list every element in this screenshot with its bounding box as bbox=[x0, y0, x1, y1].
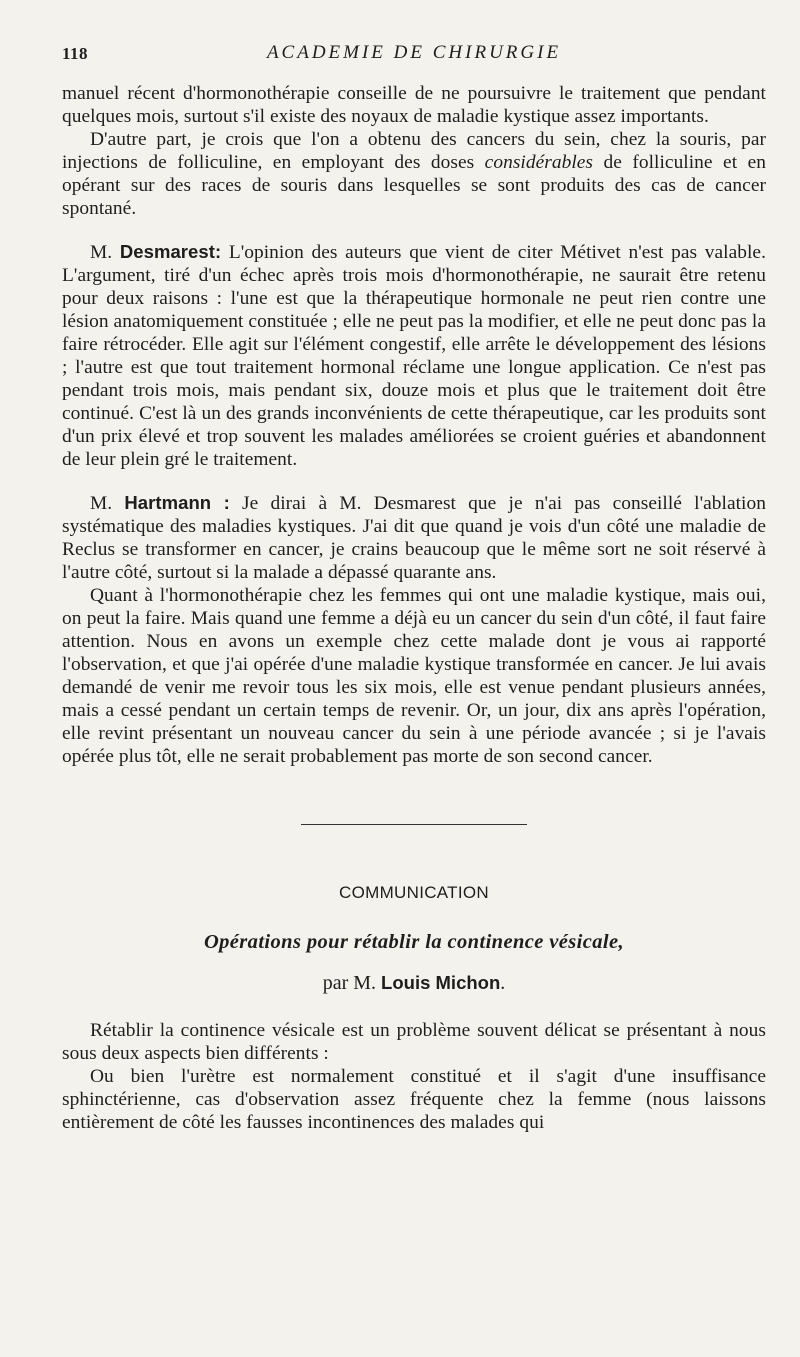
page-number: 118 bbox=[62, 44, 89, 63]
paragraph-gap bbox=[62, 220, 766, 240]
article-author bbox=[62, 972, 766, 995]
paragraph-hormonotherapie: Quant à l'hormonothérapie chez les femmes qui ont une maladie kystique, mais oui, on peut la faire. Mais quand une femme a déjà eu un cancer du sein d'un côté, il faut faire attention. Nous en avons un exemple chez cette malade dont je vous ai rapporté l'observation, et que j'ai opérée d'une maladie kystique transformée en cancer. Je lui avais demandé de venir me revoir tous les six mois, elle est venue pendant plusieurs années, mais a cessé pendant un certain temps de revenir. Or, un jour, dix ans après l'opération, elle revint présentant un nouveau cancer du sein à une période avancée ; si je l'avais opérée plus tôt, elle ne serait probablement pas morte de son second cancer. bbox=[62, 585, 766, 767]
article-title: Opérations pour rétablir la continence vésicale, bbox=[203, 931, 625, 953]
paragraph-hartmann-text: Je dirai à M. Desmarest que je n'ai pas conseillé l'ablation systématique des maladies kystiques. J'ai dit que quand je vois d'un côté une maladie de Reclus se transformer en cancer, je crains beaucoup que le même sort ne soit réservé à l'autre côté, surtout si la malade a dépassé quarante ans. bbox=[62, 493, 766, 583]
document-page bbox=[62, 40, 766, 1134]
paragraph-folliculine bbox=[62, 128, 766, 220]
speaker-name-hartmann: Hartmann bbox=[124, 492, 212, 513]
author-suffix: . bbox=[500, 972, 506, 994]
running-head bbox=[62, 40, 766, 70]
speaker-title-hartmann: M. bbox=[90, 493, 125, 514]
section-divider bbox=[301, 824, 527, 825]
journal-title: ACADEMIE DE CHIRURGIE bbox=[266, 42, 562, 63]
author-prefix: par M. bbox=[322, 972, 382, 994]
speaker-colon-hartmann: : bbox=[211, 492, 230, 513]
paragraph-folliculine-text-1: D'autre part, je crois que l'on a obtenu des cancers du sein, chez la souris, par injections de folliculine, en employant des doses bbox=[62, 129, 766, 173]
paragraph-continence-intro: Rétablir la continence vésicale est un problème souvent délicat se présentant à nous sous deux aspects bien différents : bbox=[62, 1020, 766, 1064]
section-label: COMMUNICATION bbox=[339, 883, 489, 902]
paragraph-continuation: manuel récent d'hormonothérapie conseille de ne poursuivre le traitement que pendant quelques mois, surtout s'il existe des noyaux de maladie kystique assez importants. bbox=[62, 83, 766, 127]
paragraph-desmarest bbox=[62, 240, 766, 471]
emphasis-considerables: considérables bbox=[484, 152, 594, 173]
speaker-name-desmarest: Desmarest bbox=[119, 241, 215, 262]
paragraph-hartmann bbox=[62, 491, 766, 584]
speaker-colon-desmarest: : bbox=[214, 241, 222, 262]
paragraph-gap bbox=[62, 471, 766, 491]
paragraph-continence-uretre: Ou bien l'urètre est normalement constitué et il s'agit d'une insuffisance sphinctérienne, cas d'observation assez fréquente chez la femme (nous laissons entièrement de côté les fausses incontinences des malades qui bbox=[62, 1066, 766, 1133]
paragraph-folliculine-text-2: de folliculine et en opérant sur des races de souris dans lesquelles se sont produits des cas de cancer spontané. bbox=[62, 152, 766, 219]
author-name: Louis Michon bbox=[381, 972, 501, 993]
paragraph-desmarest-text: L'opinion des auteurs que vient de citer Métivet n'est pas valable. L'argument, tiré d'un échec après trois mois d'hormonothérapie, ne saurait être retenu pour deux raisons : l'une est que la thérapeutique hormonale ne peut rien contre une lésion anatomiquement constituée ; elle ne peut pas la modifier, et elle ne peut donc pas la faire rétrocéder. Elle agit sur l'élément congestif, elle arrête le développement des lésions ; l'autre est que tout traitement hormonal réclame une longue application. Ce n'est pas pendant trois mois, mais pendant six, douze mois et plus que le traitement doit être continué. C'est là un des grands inconvénients de cette thérapeutique, car les produits sont d'un prix élevé et trop souvent les malades améliorées se croient guéries et abandonnent de leur plein gré le traitement. bbox=[62, 242, 766, 470]
title-gap bbox=[62, 995, 766, 1019]
speaker-title-desmarest: M. bbox=[90, 242, 120, 263]
